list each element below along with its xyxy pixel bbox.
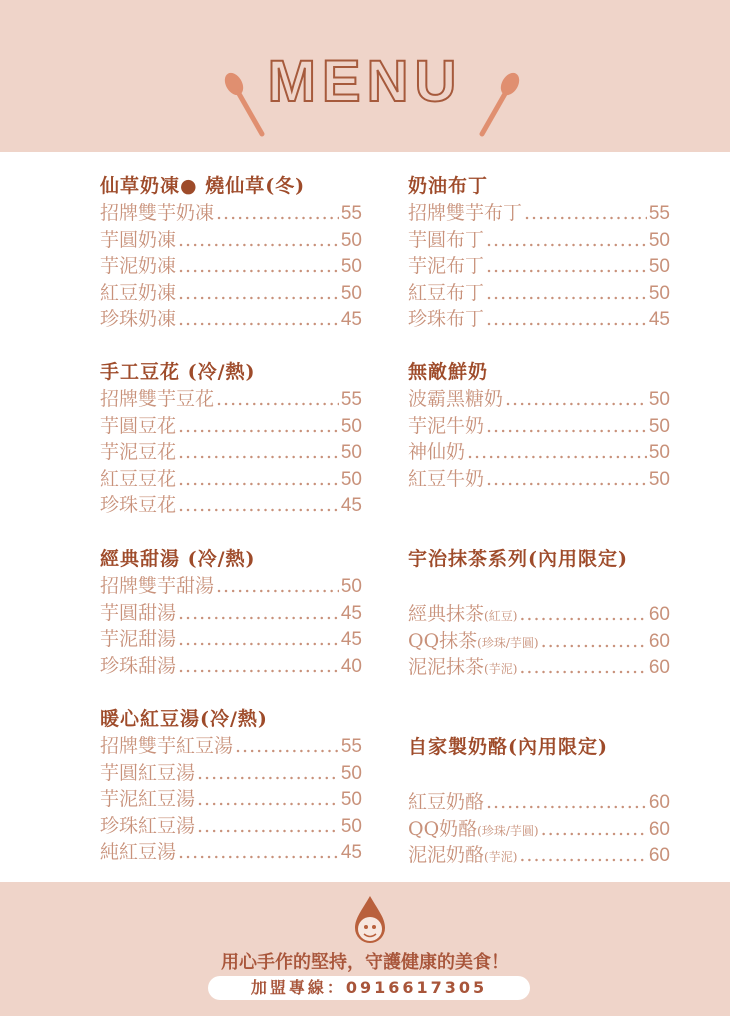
menu-item [408,280,670,307]
dot-leader [486,413,647,440]
dot-leader [541,628,647,655]
item-price: 50 [648,468,670,490]
item-price: 55 [648,203,670,224]
dot-leader [178,839,339,866]
item-price: 55 [340,203,362,224]
item-name: 芋圓豆花 [100,414,177,437]
menu-item [100,280,362,307]
menu-item [100,813,362,840]
dot-leader [197,813,339,840]
dot-leader [486,280,647,307]
item-name: 紅豆奶酪 [408,791,485,813]
menu-item [100,600,362,627]
menu-item [408,227,670,254]
item-price: 50 [340,468,362,490]
item-name: 珍珠布丁 [408,308,485,330]
item-name: 神仙奶 [408,441,466,463]
menu-item [100,386,362,413]
section-title: 仙草奶凍● 燒仙草(冬) [100,175,306,197]
item-price: 60 [648,792,670,813]
item-price: 45 [340,495,362,516]
item-price: 60 [648,818,670,840]
item-price: 55 [340,736,362,757]
menu-section [408,733,670,869]
menu-item [408,253,670,280]
item-price: 60 [648,630,670,652]
section-title: 奶油布丁 [408,175,489,197]
section-title: 手工豆花 (冷/熱) [100,361,256,383]
item-name: 芋泥布丁 [408,255,485,277]
item-price: 45 [340,309,362,330]
dot-leader [216,573,339,600]
item-price: 50 [340,282,362,304]
item-name: QQ奶酪 [408,817,478,840]
dot-leader [519,654,646,681]
menu-item [100,839,362,866]
item-name: 紅豆牛奶 [408,467,485,490]
item-note: (芋泥) [484,850,518,864]
dot-leader [486,306,647,333]
menu-item [100,760,362,787]
section-title: 無敵鮮奶 [408,361,489,383]
dot-leader [486,253,647,280]
item-price: 55 [340,389,362,410]
franchise-hotline: 加盟專線：0916617305 [208,976,530,1000]
dot-leader [178,227,339,254]
item-price: 50 [648,442,670,463]
dot-leader [486,466,647,493]
item-name: 芋圓紅豆湯 [100,761,196,784]
item-name: 芋圓奶凍 [100,228,177,251]
item-price: 45 [340,842,362,863]
menu-section [100,705,362,866]
menu-item [100,786,362,813]
item-price: 50 [340,576,362,597]
item-price: 50 [648,282,670,304]
item-price: 45 [648,309,670,330]
section-title: 自家製奶酪(內用限定) [408,736,608,758]
item-price: 50 [648,256,670,277]
slogan: 用心手作的堅持，守護健康的美食！ [221,952,509,973]
item-name: 招牌雙芋布丁 [408,202,523,224]
item-note: (紅豆) [484,609,518,623]
dot-leader [178,466,339,493]
menu-item [408,842,670,869]
dot-leader [235,733,339,760]
item-name: 芋泥甜湯 [100,628,177,650]
menu-item [100,466,362,493]
item-name: 芋泥奶凍 [100,255,177,277]
item-name: 紅豆奶凍 [100,281,177,304]
menu-section [408,545,670,681]
menu-item [100,253,362,280]
dot-leader [524,200,647,227]
dot-leader [519,601,646,628]
menu-item [408,628,670,655]
item-price: 50 [340,256,362,277]
item-name: 芋圓布丁 [408,228,485,251]
menu-item [100,626,362,653]
item-name: 珍珠紅豆湯 [100,814,196,837]
dot-leader [178,439,339,466]
item-note: (芋泥) [484,662,518,676]
menu-section [100,172,362,333]
item-price: 40 [340,655,362,677]
item-name: 紅豆豆花 [100,467,177,490]
item-price: 60 [648,657,670,678]
item-name: 珍珠甜湯 [100,654,177,677]
item-price: 50 [340,815,362,837]
item-note: (珍珠/芋圓) [477,635,539,650]
dot-leader [178,413,339,440]
item-name: 芋圓甜湯 [100,601,177,624]
item-name: 芋泥豆花 [100,441,177,463]
dot-leader [216,200,339,227]
section-title: 經典甜湯 (冷/熱) [100,548,256,570]
menu-item [408,439,670,466]
item-name: QQ抹茶 [408,629,478,652]
dot-leader [519,842,646,869]
dot-leader [486,789,647,816]
dot-leader [178,600,339,627]
item-name: 芋泥紅豆湯 [100,788,196,810]
menu-item [100,306,362,333]
item-price: 60 [648,604,670,625]
dot-leader [197,760,339,787]
item-price: 60 [648,845,670,866]
menu-section [408,172,670,333]
menu-item [408,413,670,440]
menu-item [408,654,670,681]
menu-item [408,306,670,333]
menu-item [100,733,362,760]
item-name: 泥泥奶酪 [408,844,485,866]
item-price: 50 [340,442,362,463]
dot-leader [467,439,647,466]
menu-item [408,466,670,493]
menu-section [100,358,362,519]
section-title: 暖心紅豆湯(冷/熱) [100,708,268,730]
dot-leader [178,280,339,307]
item-price: 50 [340,229,362,251]
menu-item [408,601,670,628]
menu-item [100,227,362,254]
dot-leader [178,492,339,519]
menu-item [100,200,362,227]
item-name: 珍珠奶凍 [100,308,177,330]
dot-leader [178,253,339,280]
dot-leader [178,653,339,680]
menu-item [408,386,670,413]
menu-item [408,789,670,816]
item-name: 招牌雙芋紅豆湯 [100,735,234,757]
item-price: 50 [340,415,362,437]
mascot-logo-icon [352,894,388,946]
item-name: 紅豆布丁 [408,281,485,304]
dot-leader [216,386,339,413]
item-price: 50 [340,789,362,810]
dot-leader [178,626,339,653]
dot-leader [197,786,339,813]
menu-item [100,413,362,440]
section-title: 宇治抹茶系列(內用限定) [408,548,628,570]
menu-title: MENU [267,49,463,114]
item-name: 招牌雙芋奶凍 [100,202,215,224]
item-note: (珍珠/芋圓) [477,823,539,838]
menu-item [100,573,362,600]
dot-leader [505,386,647,413]
item-price: 45 [340,629,362,650]
item-price: 50 [648,389,670,410]
item-name: 經典抹茶 [408,603,485,625]
item-price: 50 [340,762,362,784]
item-name: 泥泥抹茶 [408,656,485,678]
dot-leader [486,227,647,254]
item-name: 珍珠豆花 [100,494,177,516]
item-price: 45 [340,602,362,624]
item-price: 50 [648,229,670,251]
menu-section [100,545,362,679]
menu-section [408,358,670,492]
item-name: 招牌雙芋豆花 [100,388,215,410]
item-name: 芋泥牛奶 [408,414,485,437]
menu-item [408,816,670,843]
item-name: 招牌雙芋甜湯 [100,575,215,597]
dot-leader [541,816,647,843]
dot-leader [178,306,339,333]
item-name: 純紅豆湯 [100,841,177,863]
item-price: 50 [648,415,670,437]
menu-item [100,492,362,519]
item-name: 波霸黑糖奶 [408,388,504,410]
menu-item [100,653,362,680]
menu-item [100,439,362,466]
menu-item [408,200,670,227]
